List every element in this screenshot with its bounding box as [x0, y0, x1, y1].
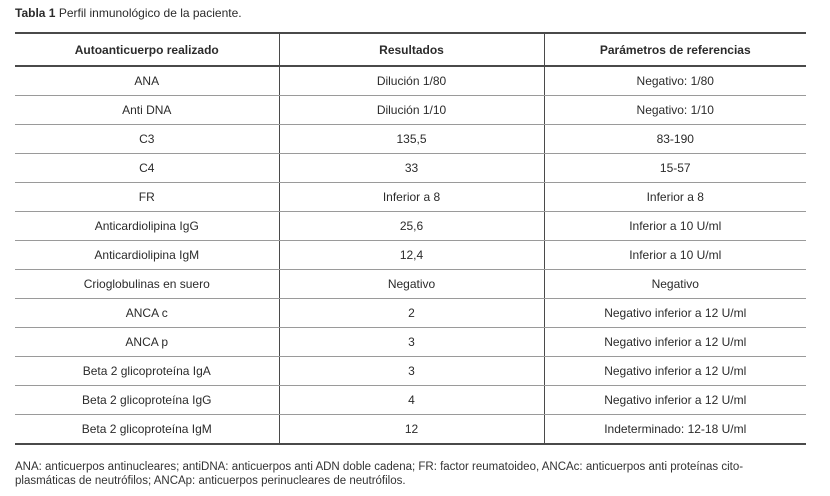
cell-autoanticuerpo: ANA	[15, 66, 279, 96]
cell-autoanticuerpo: Beta 2 glicoproteína IgA	[15, 357, 279, 386]
header-resultados: Resultados	[279, 33, 544, 66]
cell-autoanticuerpo: Beta 2 glicoproteína IgM	[15, 415, 279, 445]
table-row	[15, 386, 806, 415]
cell-referencia: 83-190	[544, 125, 806, 154]
table-row	[15, 415, 806, 445]
cell-resultado: Inferior a 8	[279, 183, 544, 212]
cell-referencia: Negativo inferior a 12 U/ml	[544, 299, 806, 328]
table-row	[15, 299, 806, 328]
cell-referencia: Inferior a 10 U/ml	[544, 212, 806, 241]
cell-resultado: 33	[279, 154, 544, 183]
header-autoanticuerpo: Autoanticuerpo realizado	[15, 33, 279, 66]
cell-referencia: 15-57	[544, 154, 806, 183]
cell-resultado: 135,5	[279, 125, 544, 154]
cell-autoanticuerpo: Anticardiolipina IgM	[15, 241, 279, 270]
footnote-line: ANA: anticuerpos antinucleares; antiDNA: anticuerpos anti ADN doble cadena; FR: factor reumatoideo, ANCAc: anticuerpos anti proteínas cito-	[15, 461, 744, 473]
header-parametros: Parámetros de referencias	[544, 33, 806, 66]
cell-autoanticuerpo: ANCA c	[15, 299, 279, 328]
cell-resultado: 12,4	[279, 241, 544, 270]
cell-resultado: Dilución 1/80	[279, 66, 544, 96]
table-row	[15, 96, 806, 125]
table-row	[15, 66, 806, 96]
table-row	[15, 241, 806, 270]
table-row	[15, 357, 806, 386]
table-caption	[15, 5, 242, 21]
table-row	[15, 183, 806, 212]
cell-autoanticuerpo: C3	[15, 125, 279, 154]
cell-resultado: 3	[279, 357, 544, 386]
table-row	[15, 154, 806, 183]
cell-resultado: 4	[279, 386, 544, 415]
table-row	[15, 270, 806, 299]
cell-resultado: Dilución 1/10	[279, 96, 544, 125]
cell-referencia: Indeterminado: 12-18 U/ml	[544, 415, 806, 445]
cell-autoanticuerpo: Beta 2 glicoproteína IgG	[15, 386, 279, 415]
cell-resultado: 12	[279, 415, 544, 445]
cell-autoanticuerpo: Crioglobulinas en suero	[15, 270, 279, 299]
table-header-row	[15, 33, 806, 66]
cell-referencia: Inferior a 10 U/ml	[544, 241, 806, 270]
immunology-table	[15, 32, 806, 445]
cell-referencia: Negativo inferior a 12 U/ml	[544, 328, 806, 357]
cell-autoanticuerpo: C4	[15, 154, 279, 183]
cell-resultado: 2	[279, 299, 544, 328]
cell-referencia: Negativo: 1/80	[544, 66, 806, 96]
table-row	[15, 125, 806, 154]
table-footnote	[15, 460, 815, 488]
footnote-line: plasmáticas de neutrófilos; ANCAp: anticuerpos perinucleares de neutrófilos.	[15, 475, 406, 487]
cell-autoanticuerpo: Anticardiolipina IgG	[15, 212, 279, 241]
cell-autoanticuerpo: ANCA p	[15, 328, 279, 357]
cell-referencia: Inferior a 8	[544, 183, 806, 212]
cell-referencia: Negativo inferior a 12 U/ml	[544, 386, 806, 415]
caption-label: Tabla 1	[15, 6, 56, 20]
cell-resultado: Negativo	[279, 270, 544, 299]
cell-resultado: 3	[279, 328, 544, 357]
cell-autoanticuerpo: Anti DNA	[15, 96, 279, 125]
cell-referencia: Negativo	[544, 270, 806, 299]
cell-referencia: Negativo inferior a 12 U/ml	[544, 357, 806, 386]
table-row	[15, 212, 806, 241]
cell-referencia: Negativo: 1/10	[544, 96, 806, 125]
cell-resultado: 25,6	[279, 212, 544, 241]
table-row	[15, 328, 806, 357]
cell-autoanticuerpo: FR	[15, 183, 279, 212]
caption-text: Perfil inmunológico de la paciente.	[58, 6, 242, 20]
